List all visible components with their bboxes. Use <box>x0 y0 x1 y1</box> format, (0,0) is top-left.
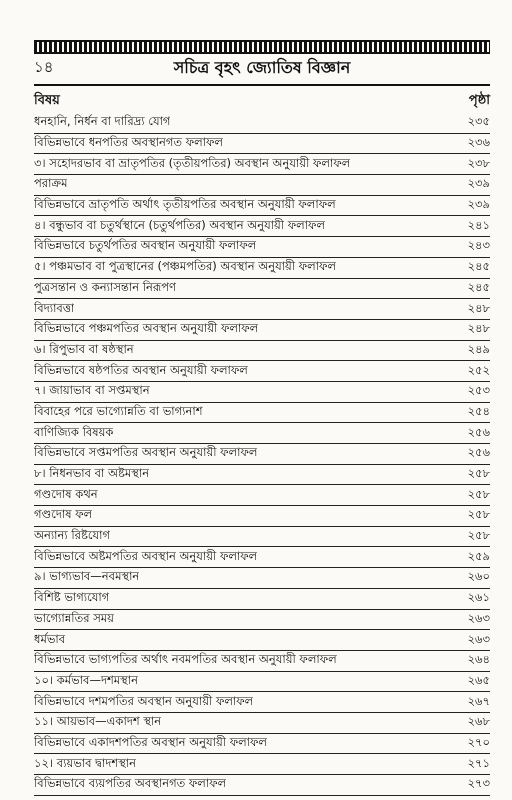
column-header <box>34 90 490 112</box>
toc-entry <box>34 258 490 279</box>
toc-entry-title: বিভিন্নভাবে একাদশপতির অবস্থান অনুযায়ী ফলাফল <box>34 734 267 749</box>
toc-entry <box>34 527 490 548</box>
toc-entry <box>34 196 490 217</box>
toc-entry-title: বিবাহের পরে ভাগ্যোন্নতি বা ভাগ্যনাশ <box>34 403 203 418</box>
toc-entry-title: বিভিন্নভাবে ব্যয়পতির অবস্থানগত ফলাফল <box>34 776 227 791</box>
toc-entry-page: ২৭৩ <box>467 776 490 791</box>
page-column-label: পৃষ্ঠা <box>468 92 490 108</box>
toc-entry <box>34 444 490 465</box>
toc-entry-title: পরাক্রম <box>34 176 68 191</box>
toc-entry-title: বিভিন্নভাবে চতুর্থপতির অবস্থান অনুযায়ী ফলাফল <box>34 238 257 253</box>
toc-entry <box>34 506 490 527</box>
toc-entry <box>34 154 490 175</box>
toc-entry-page: ২৫৮ <box>467 486 490 501</box>
toc-entry <box>34 216 490 237</box>
toc-entry-page: ২৫৯ <box>467 548 490 563</box>
toc-entry-title: ৭। জায়াভাব বা সপ্তমস্থান <box>34 383 150 398</box>
toc-entry-page: ২৬৩ <box>467 631 490 646</box>
toc-entry-title: ৯। ভাগ্যভাব—নবমস্থান <box>34 569 140 584</box>
running-title: সচিত্র বৃহৎ জ্যোতিষ বিজ্ঞান <box>173 57 351 77</box>
decorative-border <box>34 40 490 54</box>
toc-entry-page: ২৩৮ <box>467 155 490 170</box>
toc-entry <box>34 589 490 610</box>
toc-entry-page: ২৪১ <box>467 217 490 232</box>
toc-entry-page: ২৫৬ <box>467 424 490 439</box>
toc-entry <box>34 734 490 755</box>
toc-entry <box>34 341 490 362</box>
toc-entry <box>34 403 490 424</box>
subject-column-label: বিষয় <box>34 92 60 108</box>
toc-entry-title: ৮। নিধনভাব বা অষ্টমস্থান <box>34 466 150 481</box>
toc-entry <box>34 279 490 300</box>
toc-entry-title: বিদ্যাবত্তা <box>34 300 75 315</box>
toc-entry <box>34 610 490 631</box>
toc-entry-page: ২৬৪ <box>467 652 490 667</box>
toc-entry <box>34 465 490 486</box>
toc-entry <box>34 423 490 444</box>
toc-entry-title: বাণিজ্যিক বিষয়ক <box>34 424 114 439</box>
toc-entry-page: ২৭১ <box>467 755 490 770</box>
toc-entry-page: ২৩৯ <box>467 176 490 191</box>
toc-entry-page: ২৫৩ <box>467 383 490 398</box>
toc-entry-title: বিভিন্নভাবে ষষ্ঠপতির অবস্থান অনুযায়ী ফলাফল <box>34 362 248 377</box>
toc-entry-title: গণ্ডদোষ ফল <box>34 507 93 522</box>
header-rule <box>34 84 490 86</box>
toc-entry-title: ৪। বন্ধুভাব বা চতুর্থস্থানে (চতুর্থপতির) অবস্থান অনুযায়ী ফলাফল <box>34 217 326 232</box>
toc-entry-page: ২৫২ <box>467 362 490 377</box>
toc-entry-page: ২৬৭ <box>467 693 490 708</box>
toc-entry-page: ২৩৯ <box>467 197 490 212</box>
toc-entry <box>34 568 490 589</box>
toc-entry-page: ২৫৮ <box>467 507 490 522</box>
toc-entry <box>34 320 490 341</box>
toc-entry <box>34 630 490 651</box>
toc-entry-page: ২৫৮ <box>467 466 490 481</box>
toc-entry <box>34 299 490 320</box>
toc-entry-title: ১০। কর্মভাব—দশমস্থান <box>34 672 138 687</box>
toc-entry-page: ২৬৩ <box>467 610 490 625</box>
toc-entry-title: অন্যান্য রিষ্টযোগ <box>34 528 110 543</box>
toc-entry-page: ২৪৫ <box>467 279 490 294</box>
toc-entry <box>34 113 490 134</box>
toc-entry-page: ২৫৮ <box>467 528 490 543</box>
toc-entry-page: ২৪৫ <box>467 259 490 274</box>
toc-entry-title: গণ্ডদোষ কথন <box>34 486 98 501</box>
toc-entry-page: ২৪৮ <box>467 300 490 315</box>
toc-entry-title: বিশিষ্ট ভাগ্যযোগ <box>34 590 110 605</box>
toc-entry <box>34 775 490 796</box>
toc-entry-page: ২৫৪ <box>467 403 490 418</box>
toc-entry-title: ধনহানি, নির্ধন বা দারিদ্র্য যোগ <box>34 114 171 129</box>
toc-entry-page: ২৪৮ <box>467 321 490 336</box>
toc-entry <box>34 547 490 568</box>
toc-entry-page: ২৩৬ <box>467 135 490 150</box>
toc-entry <box>34 485 490 506</box>
page-number: ১৪ <box>34 57 54 76</box>
toc-entry-title: বিভিন্নভাবে ভাগ্যপতির অর্থাৎ নবমপতির অবস্থান অনুযায়ী ফলাফল <box>34 652 337 667</box>
toc-entry-title: বিভিন্নভাবে দশমপতির অবস্থান অনুযায়ী ফলাফল <box>34 693 254 708</box>
toc-entry-title: বিভিন্নভাবে অষ্টমপতির অবস্থান অনুযায়ী ফলাফল <box>34 548 258 563</box>
toc-entry <box>34 692 490 713</box>
toc-entry-title: ৩। সহোদরভাব বা ভ্রাতৃপতির (তৃতীয়পতির) অবস্থান অনুযায়ী ফলাফল <box>34 155 351 170</box>
toc-entry-page: ২৬৫ <box>467 672 490 687</box>
toc-entry-title: ধর্মভাব <box>34 631 66 646</box>
toc-entry-title: ৬। রিপুভাব বা ষষ্ঠস্থান <box>34 341 134 356</box>
toc-entry-page: ২৪৩ <box>467 238 490 253</box>
toc-entry <box>34 651 490 672</box>
toc-entry-title: বিভিন্নভাবে সপ্তমপতির অবস্থান অনুযায়ী ফলাফল <box>34 445 258 460</box>
toc-entry-page: ২৩৫ <box>467 114 490 129</box>
toc-entry-title: বিভিন্নভাবে ভ্রাতৃপতি অর্থাৎ তৃতীয়পতির অবস্থান অনুযায়ী ফলাফল <box>34 197 336 212</box>
toc-entry <box>34 134 490 155</box>
toc-entry <box>34 713 490 734</box>
toc-entry <box>34 754 490 775</box>
toc-entry <box>34 237 490 258</box>
toc-entry-title: ৫। পঞ্চমভাব বা পুত্রস্থানের (পঞ্চমপতির) অবস্থান অনুযায়ী ফলাফল <box>34 259 337 274</box>
toc-entry-page: ২৭০ <box>467 734 490 749</box>
toc-entry-title: ১২। ব্যয়ভাব দ্বাদশস্থান <box>34 755 137 770</box>
toc-entry <box>34 175 490 196</box>
contents-list <box>34 113 490 796</box>
toc-entry-page: ২৬০ <box>467 569 490 584</box>
toc-entry-title: বিভিন্নভাবে ধনপতির অবস্থানগত ফলাফল <box>34 135 223 150</box>
toc-entry-page: ২৬৮ <box>467 714 490 729</box>
toc-entry-page: ২৫৬ <box>467 445 490 460</box>
toc-entry <box>34 361 490 382</box>
toc-entry-page: ২৬১ <box>467 590 490 605</box>
toc-entry-title: বিভিন্নভাবে পঞ্চমপতির অবস্থান অনুযায়ী ফলাফল <box>34 321 259 336</box>
toc-entry-page: ২৪৯ <box>467 341 490 356</box>
toc-entry <box>34 382 490 403</box>
toc-entry-title: ১১। আয়ভাব—একাদশ স্থান <box>34 714 162 729</box>
page-header <box>34 54 490 82</box>
toc-entry <box>34 672 490 693</box>
toc-entry-title: পুত্রসন্তান ও কন্যাসন্তান নিরূপণ <box>34 279 176 294</box>
toc-entry-title: ভাগ্যোন্নতির সময় <box>34 610 114 625</box>
